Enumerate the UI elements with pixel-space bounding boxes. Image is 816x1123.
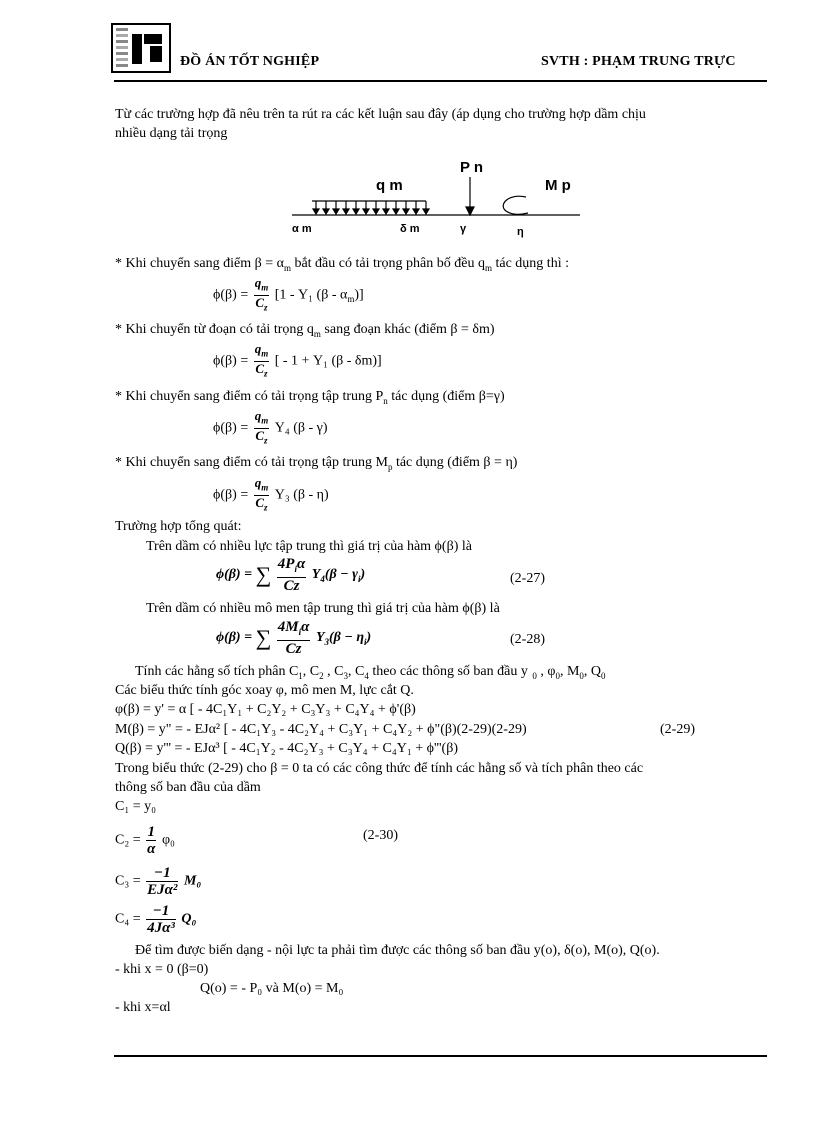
case-3-formula: ϕ(β) = $\frac{q_m}{C_z}$ Y₄ (β - γ) (213, 408, 328, 446)
find-params-text: Để tìm được biến dạng - nội lực ta phải tìm được các thông số ban đầu y(o), δ(o), M(o), Q(o). (135, 943, 660, 958)
c3-formula: C₃ = $\frac{-1}{\text{EJα²}}$ M₀ (115, 865, 202, 898)
load-diagram (280, 155, 610, 245)
phi-equation: φ(β) = y' = α [ - 4C₁Y₁ + C₂Y₂ + C₃Y₃ + C₄Y₄ + ϕ'(β) (115, 702, 416, 717)
c1-formula: C₁ = y₀ (115, 799, 156, 814)
case-4-text: * Khi chuyển sang điểm có tải trọng tập trung $M_p$ tác dụng (điểm β = η) (115, 455, 518, 472)
case-4-formula: ϕ(β) = $\frac{q_m}{C_z}$ Y₃ (β - η) (213, 475, 329, 513)
label-gamma: γ (460, 223, 467, 235)
shear-equation: Q(β) = y''' = - EJα³ [ - 4C₁Y₂ - 4C₂Y₃ + C₃Y₄ + C₄Y₁ + ϕ'''(β) (115, 741, 459, 756)
moment-equation: M(β) = y" = - EJα² [ - 4C₁Y₃ - 4C₂Y₄ + C₃Y₁ + C₄Y₂ + ϕ"(β)(2-29)(2-29) (115, 722, 527, 737)
case-1-text: * Khi chuyển sang điểm $\beta = \alpha_m$ bắt đầu có tải trọng phân bố đều $q_m$ tác dụng thì : (115, 256, 569, 273)
general-forces-formula: ϕ(β) = ∑ $\frac{4P_i\alpha}{Cz}$ $Y_4(\beta - \gamma_i)$ (216, 556, 366, 594)
expr-title: Các biểu thức tính góc xoay φ, mô men M, lực cắt Q. (115, 683, 414, 698)
point-load-arrow (466, 177, 474, 215)
moment-arc (503, 196, 528, 214)
constants-intro: Tính các hằng số tích phân $C_1$, $C_2$ , $C_3$, $C_4$ theo các thông số ban đầu y $_0$ , $\varphi_0$, $M_0$, $Q_0$ (135, 664, 606, 681)
case-xl: - khi x=αl (115, 1000, 171, 1015)
case-3-text: * Khi chuyển sang điểm có tải trọng tập trung $P_n$ tác dụng (điểm β=γ) (115, 389, 505, 406)
eq-number-2-27: (2-27) (510, 571, 545, 586)
eq-number-2-29: (2-29) (660, 722, 695, 737)
label-eta: η (517, 226, 524, 238)
header-right-title: SVTH : PHẠM TRUNG TRỰC (541, 54, 736, 69)
label-alpha-m: α m (292, 223, 312, 235)
intro-line-1: Từ các trường hợp đã nêu trên ta rút ra các kết luận sau đây (áp dụng cho trường hợp dầm chịu (115, 107, 646, 122)
general-moments-text: Trên dầm có nhiều mô men tập trung thì giá trị của hàm ϕ(β) là (146, 601, 500, 616)
eq-number-2-30: (2-30) (363, 828, 398, 843)
header-rule (114, 80, 767, 82)
general-title: Trường hợp tổng quát: (115, 519, 242, 534)
footer-rule (114, 1055, 767, 1057)
beta-zero-line-1: Trong biểu thức (2-29) cho β = 0 ta có các công thức để tính các hằng số và tích phân theo các (115, 761, 644, 776)
c2-formula: C₂ = $\frac{1}{\alpha}$ φ₀ (115, 824, 175, 857)
c4-formula: C₄ = $\frac{-1}{\text{4Jα³}}$ Q₀ (115, 903, 197, 936)
case-x0-equation: Q(o) = - P₀ và M(o) = M₀ (200, 981, 344, 996)
intro-line-2: nhiều dạng tải trọng (115, 126, 228, 141)
label-Pn: P n (460, 159, 484, 176)
case-2-formula: ϕ(β) = $\frac{q_m}{C_z}$ [ - 1 + Y₁ (β - δm)] (213, 341, 382, 379)
case-2-text: * Khi chuyển từ đoạn có tải trọng $q_m$ sang đoạn khác (điểm β = δm) (115, 322, 495, 339)
label-qm: q m (376, 177, 403, 194)
eq-number-2-28: (2-28) (510, 632, 545, 647)
header-left-title: ĐỒ ÁN TỐT NGHIỆP (180, 54, 320, 69)
case-1-formula: ϕ(β) = $\frac{q_m}{C_z}$ [1 - Y₁ $(\beta - \alpha_m)$] (213, 275, 364, 313)
label-delta-m: δ m (400, 223, 420, 235)
general-forces-text: Trên dầm có nhiều lực tập trung thì giá trị của hàm ϕ(β) là (146, 539, 472, 554)
case-x0: - khi x = 0 (β=0) (115, 962, 209, 977)
distributed-load-arrows (312, 201, 429, 214)
label-Mp: M p (545, 177, 571, 194)
beta-zero-line-2: thông số ban đầu của dầm (115, 780, 261, 795)
header-logo (110, 20, 174, 81)
general-moments-formula: ϕ(β) = ∑ $\frac{4M_i\alpha}{Cz}$ $Y_3(\beta - \eta_i)$ (216, 619, 372, 657)
